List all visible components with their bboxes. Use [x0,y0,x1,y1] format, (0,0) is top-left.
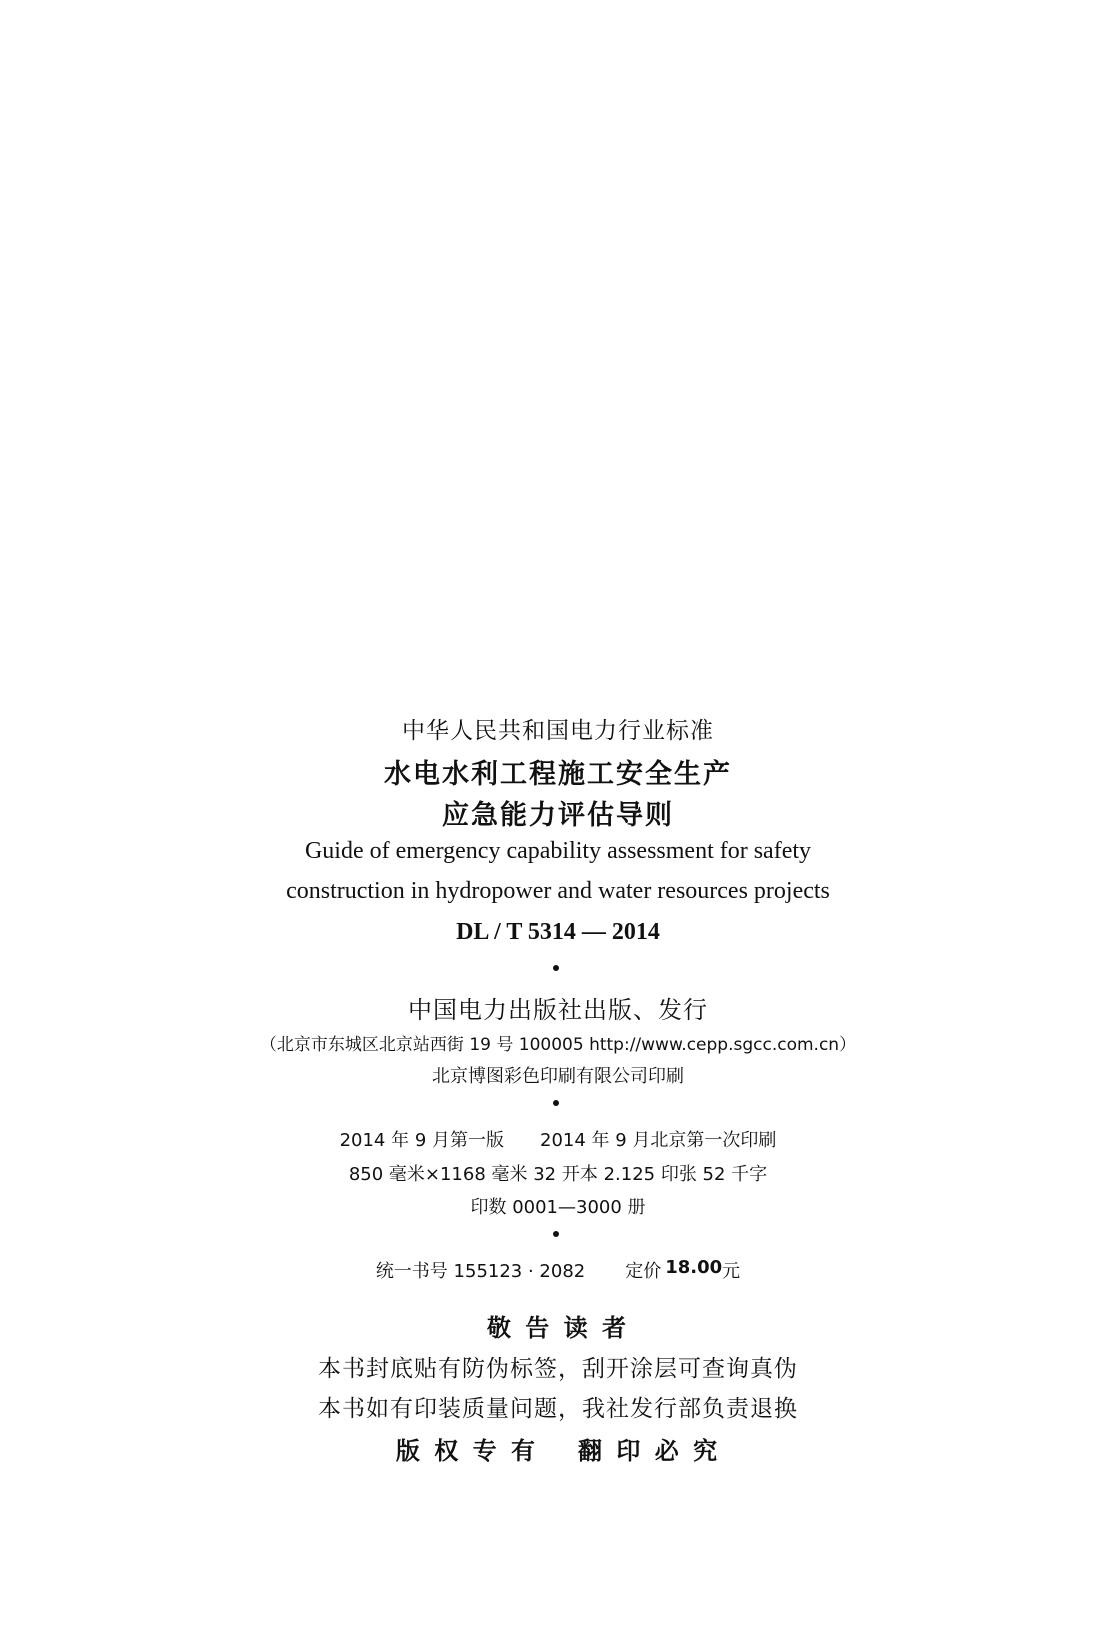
edition-info: 2014 年 9 月第一版 [339,1130,504,1151]
separator-dot-3 [553,1231,559,1237]
separator-dot-2 [553,1100,559,1106]
notice-line-1: 本书封底贴有防伪标签，刮开涂层可查询真伪 [318,1356,798,1382]
title-cn-line1: 水电水利工程施工安全生产 [384,759,732,790]
copyright-right: 翻 印 必 究 [578,1437,721,1465]
price-label: 定价 [625,1261,662,1282]
edition-printing-row [0,1126,1116,1152]
publisher-line: 中国电力出版社出版、发行 [408,996,708,1024]
title-en-line2: construction in hydropower and water resources projects [286,878,830,904]
title-cn-line2: 应急能力评估导则 [442,800,674,831]
book-number: 统一书号 155123 · 2082 [375,1261,586,1282]
notice-line-2: 本书如有印装质量问题，我社发行部负责退换 [318,1396,798,1422]
print-run: 印数 0001—3000 册 [470,1197,646,1218]
separator-dot-1 [553,965,559,971]
notice-heading: 敬 告 读 者 [486,1314,630,1342]
price-value: 18.00 [665,1257,723,1278]
publisher-address: （北京市东城区北京站西街 19 号 100005 http://www.cepp.sgcc.com.cn） [259,1035,857,1055]
standard-number: DL / T 5314 — 2014 [456,919,660,945]
format-info: 850 毫米×1168 毫米 32 开本 2.125 印张 52 千字 [348,1164,768,1185]
price-unit: 元 [722,1261,741,1282]
copyright-row [0,1431,1116,1466]
copyright-left: 版 权 专 有 [395,1437,538,1465]
book-number-price-row [0,1257,1116,1283]
title-en-line1: Guide of emergency capability assessment for safety [304,838,812,864]
printing-info: 2014 年 9 月北京第一次印刷 [540,1130,777,1151]
standard-series-label: 中华人民共和国电力行业标准 [402,718,714,744]
printer-line: 北京博图彩色印刷有限公司印刷 [432,1066,684,1087]
